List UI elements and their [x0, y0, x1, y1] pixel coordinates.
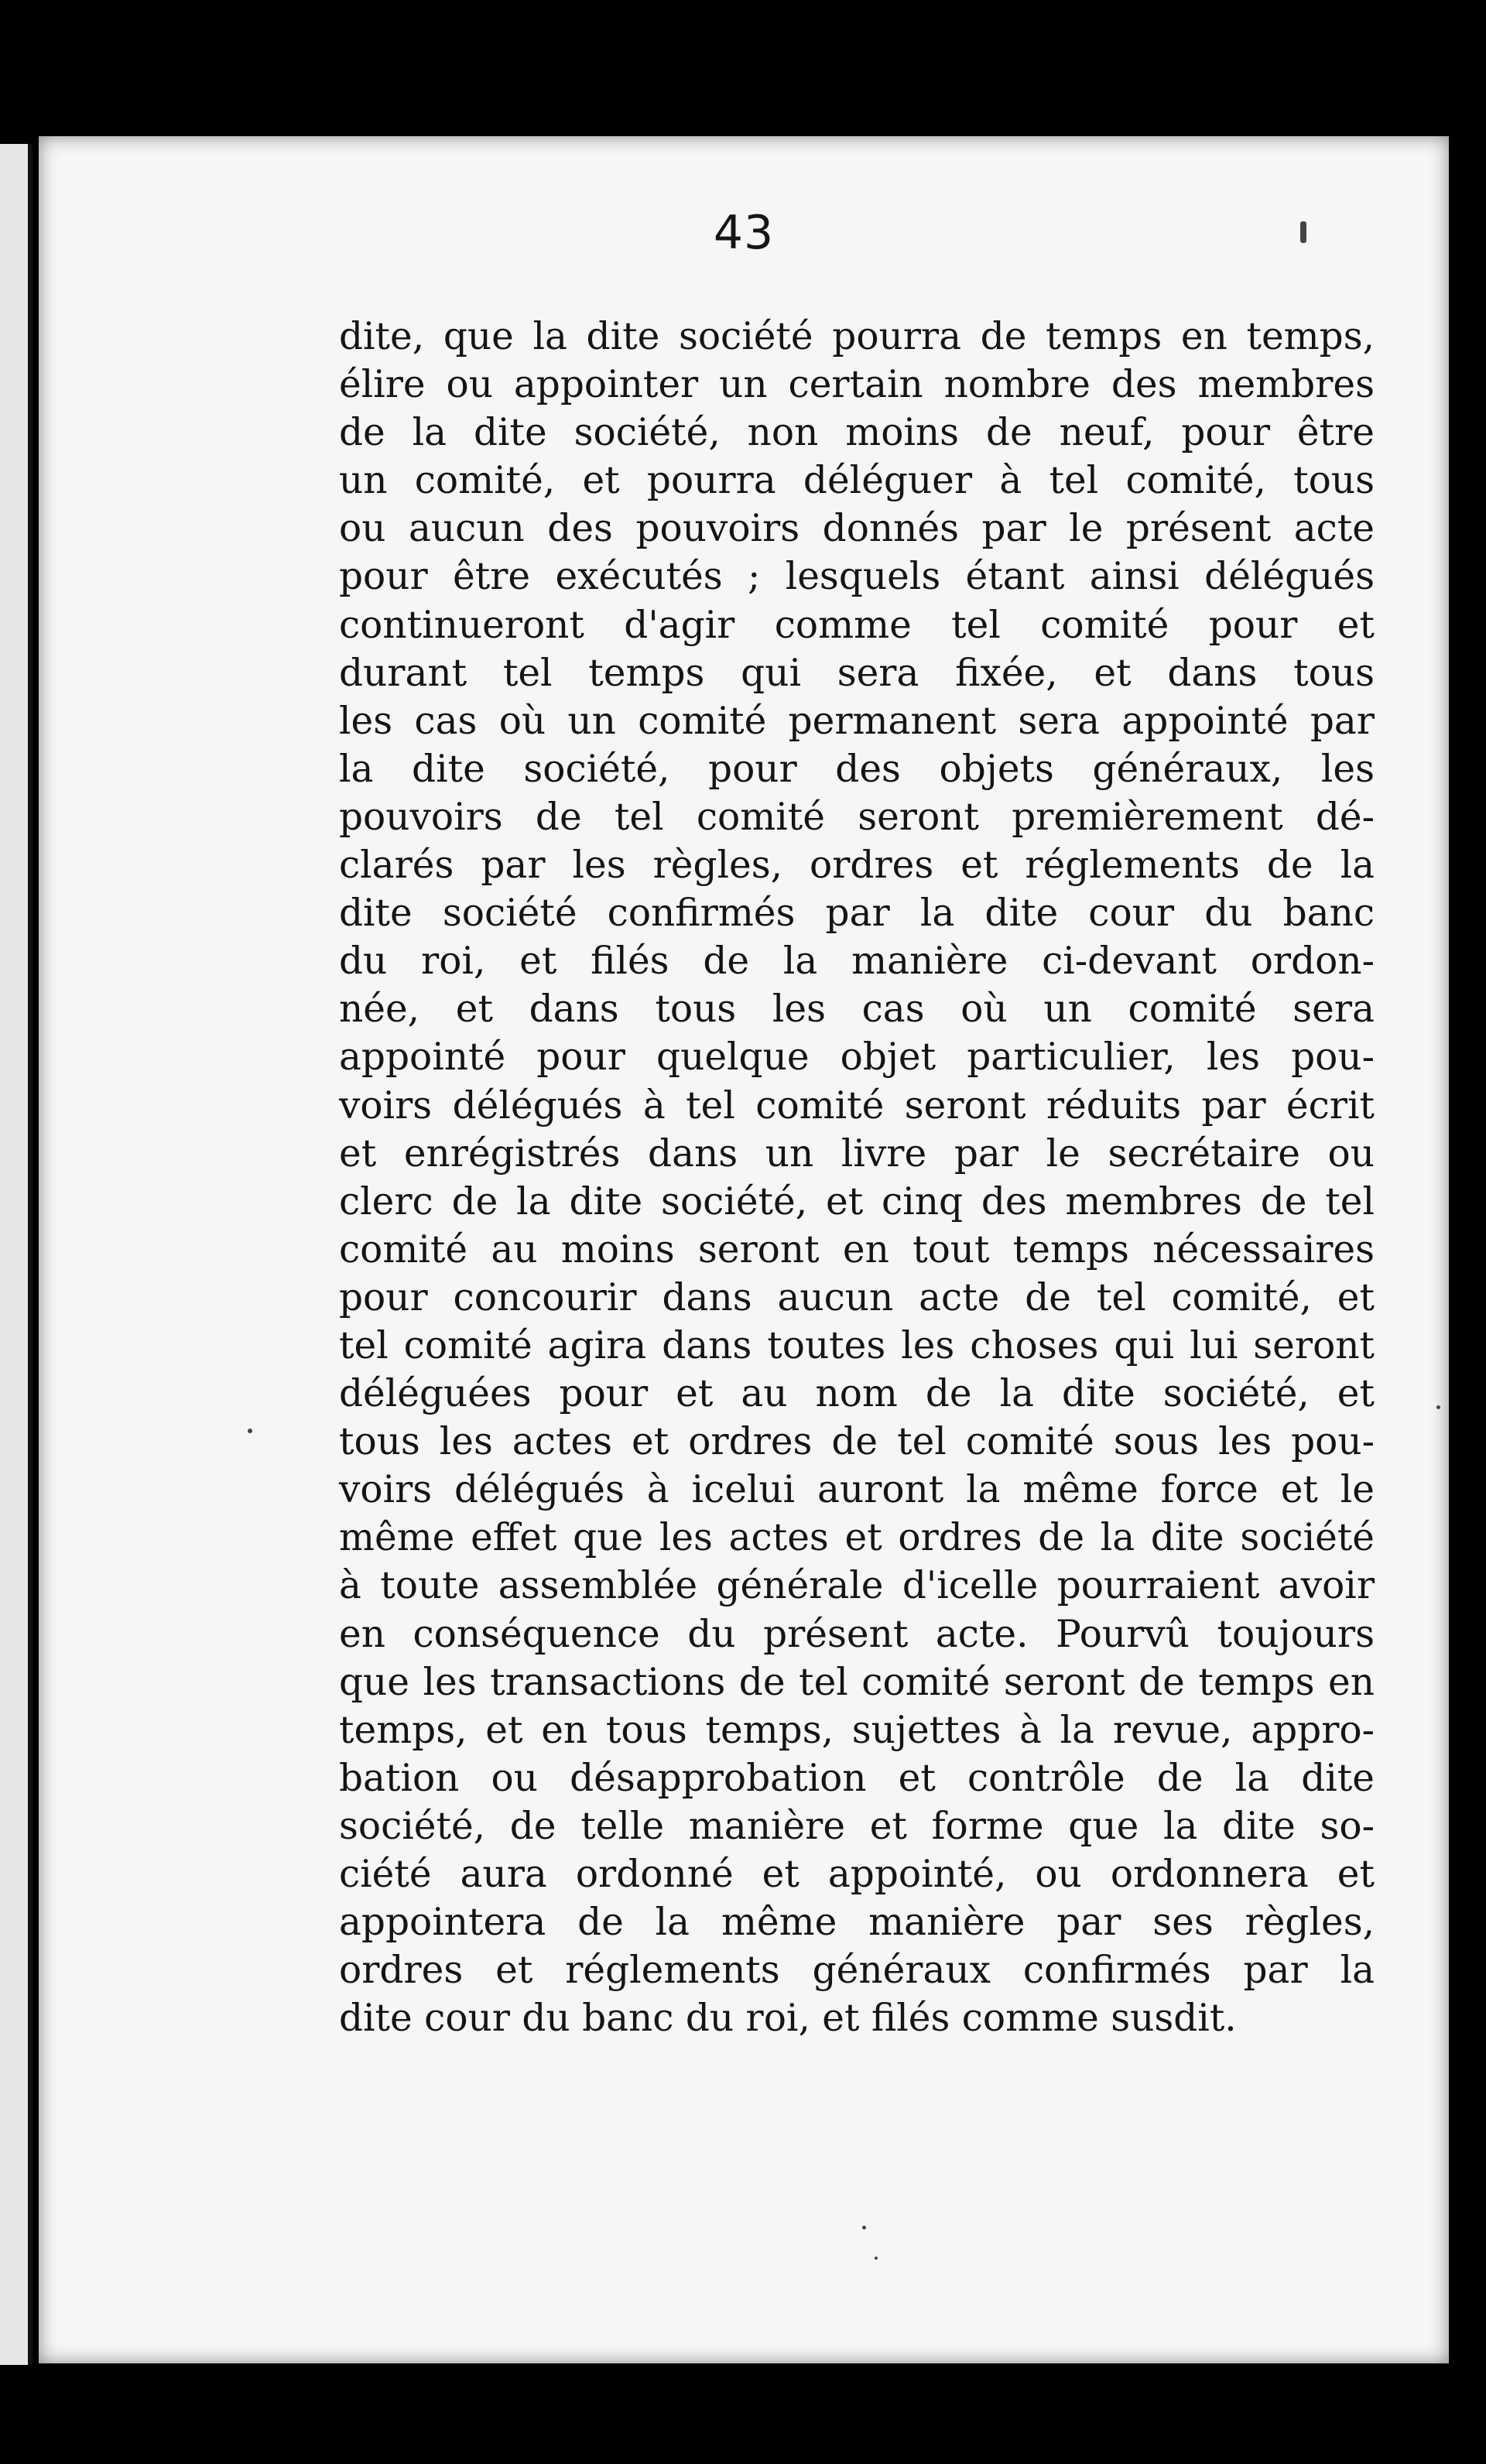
text-line: élire ou appointer un certain nombre des membres — [339, 363, 1375, 407]
text-line: comité au moins seront en tout temps nécessaires — [339, 1227, 1375, 1271]
page-number: 43 — [713, 206, 775, 260]
scan-speck — [248, 1429, 252, 1433]
text-line: ciété aura ordonné et appointé, ou ordonnera et — [339, 1853, 1375, 1896]
book-page — [39, 136, 1449, 2363]
text-line: les cas où un comité permanent sera appointé par — [339, 699, 1375, 743]
text-line: appointera de la même manière par ses règles, — [339, 1901, 1375, 1945]
text-line: que les transactions de tel comité seront de temps en — [339, 1660, 1375, 1704]
text-line: dite société confirmés par la dite cour du banc — [339, 891, 1375, 936]
scan-speck — [1436, 1405, 1440, 1409]
text-line: tel comité agira dans toutes les choses qui lui seront — [339, 1323, 1375, 1367]
text-line: clerc de la dite société, et cinq des membres de tel — [339, 1179, 1375, 1223]
scan-speck — [1300, 221, 1306, 243]
text-line: voirs délégués à tel comité seront réduits par écrit — [339, 1083, 1375, 1128]
text-line: bation ou désapprobation et contrôle de la dite — [339, 1756, 1375, 1800]
text-line: temps, et en tous temps, sujettes à la revue, appro- — [339, 1708, 1375, 1752]
text-line: déléguées pour et au nom de la dite société, et — [339, 1372, 1375, 1416]
text-line: durant tel temps qui sera fixée, et dans tous — [339, 651, 1375, 695]
text-line: de la dite société, non moins de neuf, pour être — [339, 411, 1375, 455]
text-line: société, de telle manière et forme que la dite so- — [339, 1804, 1375, 1848]
text-line: pour être exécutés ; lesquels étant ainsi délégués — [339, 555, 1375, 599]
text-line: pouvoirs de tel comité seront premièrement dé- — [339, 795, 1375, 839]
scan-speck — [875, 2257, 878, 2260]
text-line: tous les actes et ordres de tel comité sous les pou- — [339, 1420, 1375, 1464]
text-line: ou aucun des pouvoirs donnés par le présent acte — [339, 507, 1375, 551]
text-line: en conséquence du présent acte. Pourvû toujours — [339, 1612, 1375, 1656]
text-line: dite, que la dite société pourra de temps en temps, — [339, 315, 1375, 358]
text-line: née, et dans tous les cas où un comité sera — [339, 987, 1375, 1032]
text-line: continueront d'agir comme tel comité pour et — [339, 603, 1375, 647]
text-line: appointé pour quelque objet particulier, les pou- — [339, 1035, 1375, 1080]
text-line: et enrégistrés dans un livre par le secrétaire ou — [339, 1131, 1375, 1176]
text-line: un comité, et pourra déléguer à tel comité, tous — [339, 459, 1375, 503]
adjacent-page-edge — [0, 144, 33, 2365]
body-text — [339, 313, 1375, 2042]
text-line: à toute assemblée générale d'icelle pourraient avoir — [339, 1564, 1375, 1608]
text-line: voirs délégués à icelui auront la même force et le — [339, 1468, 1375, 1512]
text-line-last: dite cour du banc du roi, et filés comme susdit. — [339, 1997, 1237, 2041]
text-line: pour concourir dans aucun acte de tel comité, et — [339, 1275, 1375, 1319]
text-line: même effet que les actes et ordres de la dite société — [339, 1516, 1375, 1560]
text-line: du roi, et filés de la manière ci-devant ordon- — [339, 939, 1375, 984]
text-line: clarés par les règles, ordres et réglements de la — [339, 844, 1375, 888]
scan-speck — [862, 2226, 866, 2230]
text-line: ordres et réglements généraux confirmés par la — [339, 1949, 1375, 1993]
text-line: la dite société, pour des objets généraux, les — [339, 747, 1375, 791]
